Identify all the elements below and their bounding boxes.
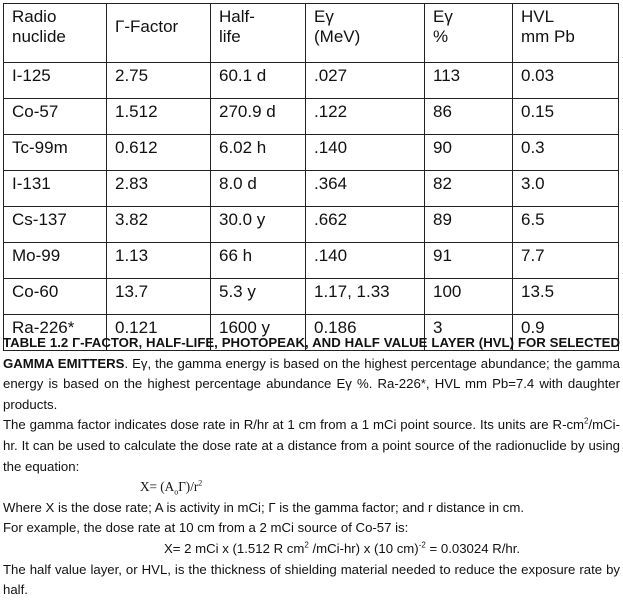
example-paragraph: For example, the dose rate at 10 cm from a 2 mCi source of Co-57 is: xyxy=(3,520,409,536)
cell-energy-percent: 86 xyxy=(425,99,513,135)
cell-nuclide: I-125 xyxy=(4,63,107,99)
cell-hvl: 0.15 xyxy=(513,99,619,135)
cell-half-life: 270.9 d xyxy=(211,99,306,135)
gamma-emitters-table xyxy=(3,3,619,351)
cell-nuclide: Tc-99m xyxy=(4,135,107,171)
header-row xyxy=(4,4,619,63)
cell-energy-mev: .122 xyxy=(306,99,425,135)
cell-energy-percent: 3 xyxy=(425,315,513,351)
cell-nuclide: Co-57 xyxy=(4,99,107,135)
table-row xyxy=(4,63,619,99)
table-row xyxy=(4,135,619,171)
dose-rate-equation: $X= (A_o\Gamma)/r^2$ xyxy=(140,478,203,497)
header-energy-mev: Eγ (MeV) xyxy=(306,4,425,63)
cell-hvl: 0.9 xyxy=(513,315,619,351)
cell-gamma-factor: 0.121 xyxy=(107,315,211,351)
header-radionuclide: Radio nuclide xyxy=(4,4,107,63)
cell-hvl: 6.5 xyxy=(513,207,619,243)
caption-title: TABLE 1.2 Γ-FACTOR, HALF-LIFE, PHOTOPEAK, AND HALF VALUE LAYER (HVL) FOR SELECTED GAMMA EMITTERS xyxy=(3,335,620,371)
hvl-paragraph: The half value layer, or HVL, is the thickness of shielding material needed to reduce the exposure rate by half. xyxy=(3,561,620,598)
cell-energy-mev: .662 xyxy=(306,207,425,243)
cell-gamma-factor: 2.75 xyxy=(107,63,211,99)
cell-half-life: 5.3 y xyxy=(211,279,306,315)
cell-hvl: 3.0 xyxy=(513,171,619,207)
cell-energy-percent: 113 xyxy=(425,63,513,99)
cell-nuclide: Cs-137 xyxy=(4,207,107,243)
cell-gamma-factor: 1.512 xyxy=(107,99,211,135)
gamma-factor-paragraph: The gamma factor indicates dose rate in R/hr at 1 cm from a 1 mCi point source. Its units are $R-cm^2/mCi-hr$. It can be used to calculate the dose rate at a distance from a point source of the radionuclide by using the equation: xyxy=(3,416,620,474)
cell-gamma-factor: 13.7 xyxy=(107,279,211,315)
cell-half-life: 8.0 d xyxy=(211,171,306,207)
table-row xyxy=(4,171,619,207)
cell-hvl: 7.7 xyxy=(513,243,619,279)
cell-hvl: 13.5 xyxy=(513,279,619,315)
cell-nuclide: I-131 xyxy=(4,171,107,207)
cell-half-life: 1600 y xyxy=(211,315,306,351)
caption-paragraph xyxy=(3,333,620,415)
cell-nuclide: Ra-226* xyxy=(4,315,107,351)
cell-energy-mev: .027 xyxy=(306,63,425,99)
cell-energy-mev: 1.17, 1.33 xyxy=(306,279,425,315)
cell-energy-percent: 91 xyxy=(425,243,513,279)
table-caption xyxy=(3,333,620,601)
header-energy-percent: Eγ % xyxy=(425,4,513,63)
table-row xyxy=(4,243,619,279)
cell-half-life: 66 h xyxy=(211,243,306,279)
cell-energy-percent: 89 xyxy=(425,207,513,243)
table-row xyxy=(4,207,619,243)
cell-energy-percent: 90 xyxy=(425,135,513,171)
cell-nuclide: Co-60 xyxy=(4,279,107,315)
cell-hvl: 0.3 xyxy=(513,135,619,171)
cell-gamma-factor: 2.83 xyxy=(107,171,211,207)
header-gamma-factor: Γ-Factor xyxy=(107,4,211,63)
cell-energy-percent: 82 xyxy=(425,171,513,207)
cell-gamma-factor: 3.82 xyxy=(107,207,211,243)
cell-nuclide: Mo-99 xyxy=(4,243,107,279)
example-equation: X= 2 mCi x (1.512 R $cm^2$ /mCi-hr) x (10 cm)$^{-2}$ = 0.03024 R/hr. xyxy=(164,540,521,556)
cell-gamma-factor: 0.612 xyxy=(107,135,211,171)
cell-energy-mev: 0.186 xyxy=(306,315,425,351)
cell-gamma-factor: 1.13 xyxy=(107,243,211,279)
cell-half-life: 6.02 h xyxy=(211,135,306,171)
header-half-life: Half- life xyxy=(211,4,306,63)
cell-hvl: 0.03 xyxy=(513,63,619,99)
header-hvl: HVL mm Pb xyxy=(513,4,619,63)
table-row xyxy=(4,279,619,315)
cell-energy-mev: .140 xyxy=(306,135,425,171)
cell-energy-percent: 100 xyxy=(425,279,513,315)
table-row xyxy=(4,99,619,135)
cell-half-life: 30.0 y xyxy=(211,207,306,243)
cell-half-life: 60.1 d xyxy=(211,63,306,99)
cell-energy-mev: .140 xyxy=(306,243,425,279)
caption-text: . Eγ, the gamma energy is based on the highest percentage abundance; the gamma energy is based on the highest percentage abundance Eγ %. Ra-226*, HVL mm Pb=7.4 with daughter products. xyxy=(3,355,621,412)
cell-energy-mev: .364 xyxy=(306,171,425,207)
definitions-paragraph: Where X is the dose rate; A is activity in mCi; Γ is the gamma factor; and r distance in cm. xyxy=(3,499,525,515)
